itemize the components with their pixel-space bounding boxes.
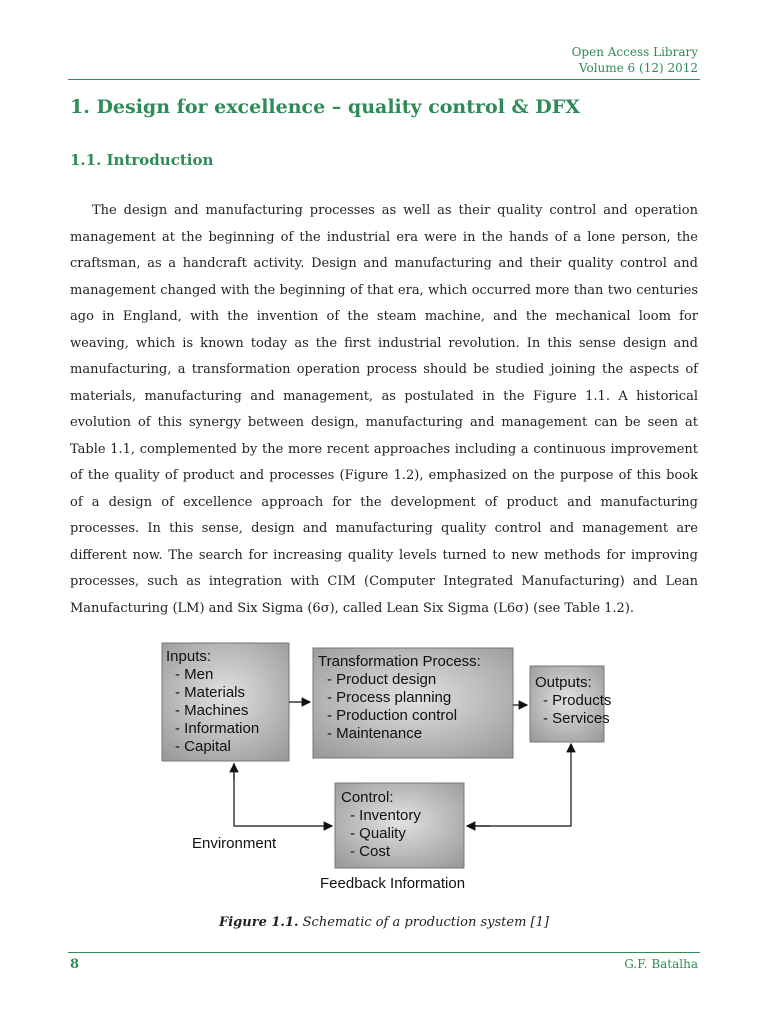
chapter-title: 1. Design for excellence – quality control & DFX — [70, 96, 581, 118]
transformation-item: - Product design — [327, 671, 437, 688]
journal-volume: Volume 6 (12) 2012 — [578, 61, 698, 75]
transformation-title: Transformation Process: — [318, 653, 481, 670]
transformation-item: - Maintenance — [327, 725, 423, 742]
footer-rule — [68, 952, 700, 953]
author-name: G.F. Batalha — [624, 957, 698, 971]
caption-label: Figure 1.1. — [219, 915, 299, 930]
body-paragraph: The design and manufacturing processes as well as their quality control and operation management at the beginning of the industrial era were in the hands of a lone person, the craftsman, as a handcraft activity. Design and manufacturing and their quality control and management changed with the beginning of that era, which occurred more than two centuries ago in England, with the invention of the steam machine, and the mechanical loom for weaving, which is known today as the first industrial revolution. In this sense design and manufacturing, a transformation operation process should be studied joining the aspects of materials, manufacturing and management, as postulated in the Figure 1.1. A historical evolution of this synergy between design, manufacturing and management can be seen at Table 1.1, complemented by the more recent approaches including a continuous improvement of the quality of product and processes (Figure 1.2), emphasized on the purpose of this book of a design of excellence approach for the development of product and manufacturing processes. In this sense, design and manufacturing quality control and management are different now. The search for increasing quality levels turned to new methods for improving processes, such as integration with CIM (Computer Integrated Manufacturing) and Lean Manufacturing (LM) and Six Sigma (6σ), called Lean Six Sigma (L6σ) (see Table 1.2). — [70, 203, 698, 616]
header-rule — [68, 79, 700, 80]
caption-text: Schematic of a production system [1] — [302, 915, 549, 930]
control-item: - Cost — [350, 843, 391, 860]
inputs-item: - Machines — [175, 702, 249, 719]
running-header — [572, 44, 698, 76]
inputs-title: Inputs: — [166, 648, 212, 665]
production-system-diagram — [160, 640, 612, 892]
inputs-item: - Materials — [175, 684, 246, 701]
outputs-title: Outputs: — [535, 674, 592, 691]
feedback-label: Feedback Information — [320, 875, 466, 892]
arrow-environment-to-control — [234, 763, 332, 826]
transformation-item: - Process planning — [327, 689, 452, 706]
control-item: - Inventory — [350, 807, 421, 824]
environment-label: Environment — [192, 835, 277, 852]
inputs-item: - Men — [175, 666, 214, 683]
section-title: 1.1. Introduction — [70, 151, 214, 169]
page-number: 8 — [70, 957, 80, 972]
journal-name: Open Access Library — [571, 45, 698, 59]
control-item: - Quality — [350, 825, 406, 842]
transformation-item: - Production control — [327, 707, 458, 724]
figure-caption — [0, 915, 768, 930]
outputs-item: - Products — [543, 692, 612, 709]
inputs-item: - Information — [175, 720, 260, 737]
outputs-item: - Services — [543, 710, 610, 727]
control-title: Control: — [341, 789, 394, 806]
inputs-item: - Capital — [175, 738, 231, 755]
